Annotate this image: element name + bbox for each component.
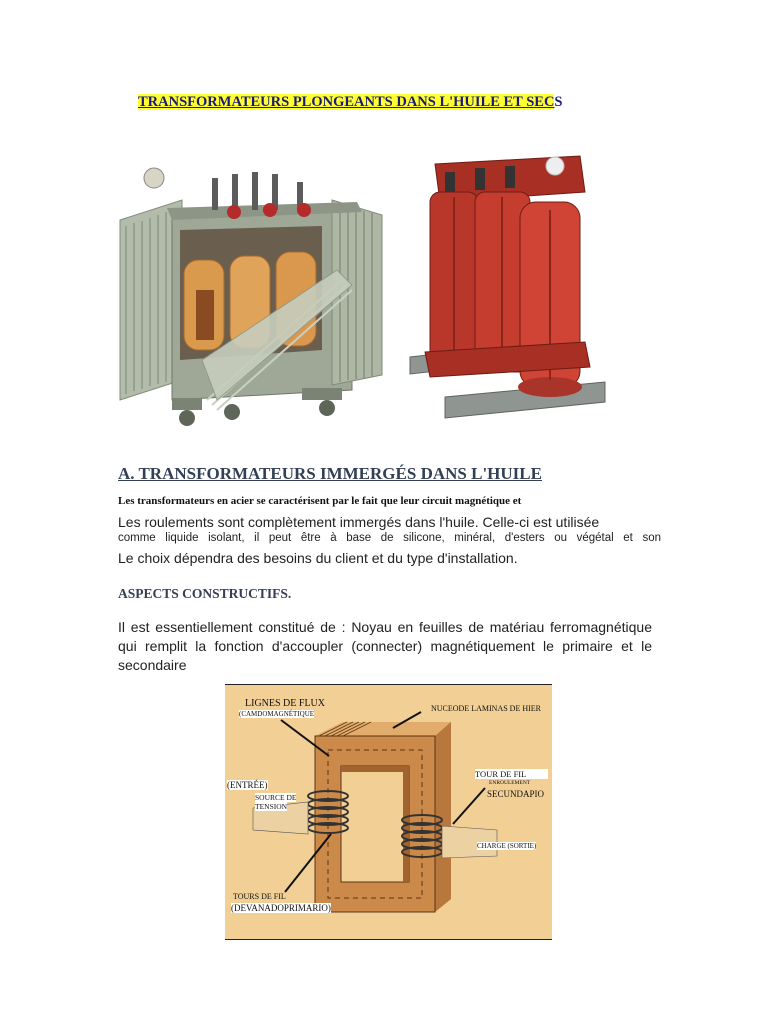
diagram-figure [225,684,552,940]
label-charge: CHARGE (SORTIE) [477,842,537,850]
label-noyau: NUCEODE LAMINAS DE HIER [431,704,541,713]
label-secundario: SECUNDAPIO [487,789,545,799]
section-a-heading: A. TRANSFORMATEURS IMMERGÉS DANS L'HUILE [118,464,542,483]
label-entree: (ENTRÉE) [227,780,268,790]
paragraph-1: Les transformateurs en acier se caractérisent par le fait que leur circuit magnétique et [118,495,522,507]
label-lignes-de-flux: LIGNES DE FLUX [245,698,325,709]
paragraph-5: Il est essentiellement constitué de : Noyau en feuilles de matériau ferromagnétique qui remplit la fonction d'accoupler (connecter) magnétiquement le primaire et le secondaire [118,619,652,673]
label-enroulement: ENROULEMENT [489,780,531,786]
oil-transformer-image [112,160,392,432]
paragraph-4: Le choix dépendra des besoins du client et du type d'installation. [118,550,518,566]
label-tour-de-fil: TOUR DE FIL [475,769,548,779]
label-source: SOURCE DE [255,793,297,802]
label-tours-de-fil: TOURS DE FIL [233,892,286,901]
label-tension: TENSION [255,802,288,811]
transformer-diagram [225,684,552,940]
label-devanado-primario: (DEVANADOPRIMARIO) [231,903,331,913]
dry-transformer-image [405,152,610,430]
paragraph-3: comme liquide isolant, il peut être à base de silicone, minéral, d'esters ou végétal et son [118,532,661,544]
label-champ-magnetique: (CAMDOMAGNÉTIQUE [239,710,315,718]
paragraph-2: Les roulements sont complètement immergés dans l'huile. Celle-ci est utilisée [118,514,600,530]
aspects-heading: ASPECTS CONSTRUCTIFS. [118,586,292,601]
page-title: TRANSFORMATEURS PLONGEANTS DANS L'HUILE ET SECS [138,94,563,110]
